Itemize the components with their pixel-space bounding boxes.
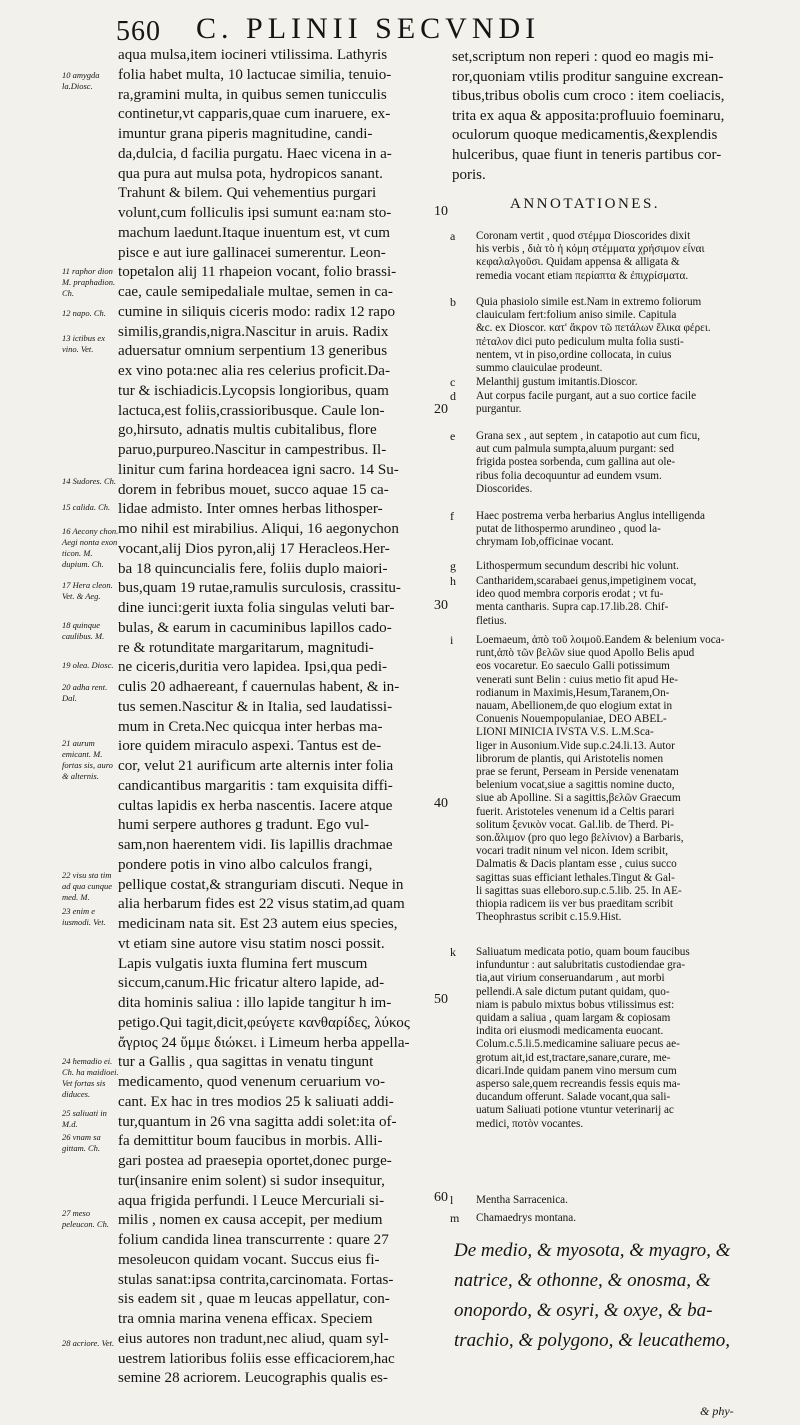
text-line: mesoleucon quidam vocant. Succus eius fi- — [118, 1251, 380, 1268]
text-line: petigo.Qui tagit,dicit,φεύγετε κανθαρίδες, λύκος — [118, 1014, 410, 1031]
annotation-text — [476, 390, 794, 416]
text-line: tur,quantum in 26 vna sagitta addi solet:ita of- — [118, 1113, 397, 1130]
margin-note: 28 acriore. Vet. — [62, 1338, 115, 1348]
text-line: ror,quoniam vtilis proditur sanguine excrean- — [452, 68, 724, 85]
annotation-letter: m — [450, 1211, 460, 1225]
annotation-letter: i — [450, 633, 454, 647]
text-line: Dalmatis & Dacis plantam esse , cuius succo — [476, 858, 677, 871]
text-line: oculorum quoque medicamentis,&explendis — [452, 127, 718, 144]
text-line: Theophrastus scribit c.15.9.Hist. — [476, 911, 622, 924]
line-number: 50 — [434, 992, 448, 1007]
annotations-heading: ANNOTATIONES. — [510, 196, 661, 212]
annotation-text — [476, 296, 794, 375]
text-line: hulceribus, quae fiunt in teneris partibus cor- — [452, 146, 722, 163]
text-line: mo nihil est mirabilius. Aliqui, 16 aegonychon — [118, 521, 399, 537]
text-line: mum in Creta.Nec quicqua inter herbas ma- — [118, 718, 383, 735]
text-line: grotum ait,id est,tractare,sanare,curare, me- — [476, 1051, 671, 1064]
text-line: ex vino pota:nec alia res celerius proficit.Da- — [118, 363, 390, 379]
text-line: indita ori eiusmodi medicamenta euocant. — [476, 1025, 664, 1038]
annotation-letter: f — [450, 509, 454, 523]
text-line: imuntur grana piperis magnitudine, candi- — [118, 126, 373, 142]
text-line: alia herbarum fides est 22 visus statim,ad quam — [118, 896, 405, 913]
annotation-text — [476, 946, 794, 1131]
margin-notes — [0, 48, 119, 1348]
text-line: aduersatur omnium serpentium 13 generibus — [118, 343, 388, 360]
annotation-letter: b — [450, 295, 456, 309]
text-line: menta cantharis. Supra cap.17.lib.28. Chif- — [476, 601, 669, 614]
text-line: pisce e aut iure gallinacei sumerentur. Leon- — [118, 244, 386, 261]
text-line: tur(insanire enim solent) si sudor insequitur, — [118, 1172, 385, 1189]
text-line: aqua frigida perfundi. l Leuce Mercuriali si- — [118, 1192, 385, 1209]
annotation-letter: e — [450, 429, 456, 443]
text-line: dita hominis saliua : illo lapide tangitur h im- — [118, 995, 392, 1011]
text-line: milis , nomen ex causa accepit, per medium — [118, 1212, 383, 1229]
text-line: nauam, Abellionem,de quo elogium extat in — [476, 700, 673, 713]
text-line: sis eadem sit , quae m leucas appellatur, con- — [118, 1291, 390, 1308]
margin-note: 22 visu sta tim ad qua cunque med. M. — [62, 870, 113, 902]
text-line: stulas sanat:ipsa contrita,carcinomata. Fortas- — [118, 1271, 394, 1288]
text-line: sagittas suas efficiant lethales.Tingut & Gal- — [476, 871, 675, 884]
annotation-text — [476, 560, 794, 573]
margin-note: 11 raphor dion M. praphadion. Ch. — [62, 266, 116, 298]
text-line: tur & ischiadicis.Lycopsis longioribus, quam — [118, 382, 389, 399]
text-line: Lapis vulgatis iuxta flumina fert muscum — [118, 955, 368, 972]
text-line: Melanthij gustum imitantis.Dioscor. — [476, 376, 638, 388]
text-line: medicamento, quod venenum ceruarium vo- — [118, 1074, 385, 1090]
text-line: medici, ποτὸν vocantes. — [476, 1117, 584, 1130]
text-line: tra omnia marina venena efficax. Speciem — [118, 1311, 373, 1327]
margin-note: 20 adha rent. Dal. — [62, 682, 108, 703]
margin-note: 21 aurum emicant. M. fortas sis, auro & alternis. — [62, 738, 113, 781]
text-line: his verbis , διὰ τὸ ἡ κόμη στέμματα χρήσιμον εἶναι — [476, 243, 705, 256]
text-line: bus,quam 19 rutae,ramulis surculosis, crassitu- — [118, 580, 401, 597]
text-line: siue ab Apolline. Si a sagittis,βελῶν Graecum — [476, 792, 681, 805]
text-line: uestrem latioribus foliis esse efficaciorem,hac — [118, 1350, 395, 1367]
text-line: paruo,purpureo.Nascitur in campestribus. Il- — [118, 442, 387, 458]
text-line: pondere potis in vino albo calculos frangi, — [118, 856, 373, 873]
text-line: nentem, vt in piso,ordine collocata, in cuius — [476, 348, 672, 361]
text-line: bulas, & earum in cacuminibus lapillos cado- — [118, 619, 392, 636]
text-line: fa demittitur boum faucibus in morbis. Alli- — [118, 1133, 383, 1150]
text-line: li sagittas suas elleboro.sup.c.5.lib. 25. In AE- — [476, 884, 682, 897]
margin-note: 23 enim e iusmodi. Vet. — [62, 906, 106, 927]
text-line: pellique costat,& stranguriam discuti. Neque in — [118, 876, 404, 893]
text-line: siccum,canum.Hic fricatur altero lapide, ad- — [118, 975, 385, 992]
text-line: πέταλον dici puto pediculum multa folia susti- — [476, 335, 684, 348]
margin-note: 19 olea. Diosc. — [62, 660, 114, 670]
text-line: belenium vocat,siue a sagittis nomine ducto, — [476, 779, 675, 792]
line-number: 20 — [434, 402, 448, 417]
margin-note: 18 quinque caulibus. M. — [62, 620, 105, 641]
text-line: re & rotunditate margaritarum, magnitudi- — [118, 639, 374, 656]
line-number: 60 — [434, 1190, 448, 1205]
text-line: vocant,alij Dios pyron,alij 17 Heracleos.Her- — [118, 540, 390, 557]
text-line: semine 28 acriorem. Leucographis qualis es- — [118, 1370, 388, 1387]
text-line: similis,grandis,nigra.Nascitur in aruis. Radix — [118, 323, 389, 340]
line-number: 30 — [434, 598, 448, 613]
text-line: iore quidem miraculo aspexi. Tantus est de- — [118, 738, 382, 755]
text-line: Mentha Sarracenica. — [476, 1194, 568, 1206]
margin-note: 25 saliuati in M.d. — [62, 1108, 107, 1129]
text-line: folia habet multa, 10 lactucae similia, tenuio- — [118, 66, 392, 83]
text-line: De medio, & myosota, & myagro, & — [454, 1240, 731, 1261]
text-line: remedia vocant etiam περίαπτα & ἐπιχρίσματα. — [476, 269, 689, 282]
continuation-text — [452, 48, 792, 185]
text-line: lidae admisto. Inter omnes herbas lithosper- — [118, 501, 383, 518]
annotation-text — [476, 376, 794, 389]
text-line: librorum de plantis, qui Aristotelis nomen — [476, 752, 664, 765]
text-line: folium candida linea transcurrente : quare 27 — [118, 1232, 389, 1248]
annotation-letter: d — [450, 389, 456, 403]
catchword: & phy- — [700, 1404, 734, 1418]
text-line: tur a Gallis , qua sagittas in venatu tingunt — [118, 1054, 374, 1071]
text-line: dorem in febribus mouet, succo aquae 15 ca- — [118, 481, 389, 498]
text-line: ἄγριος 24 ὕμμε διώκει. i Limeum herba appella- — [118, 1034, 410, 1051]
annotation-letter: a — [450, 229, 456, 243]
margin-note: 12 napo. Ch. — [62, 308, 106, 318]
text-line: topetalon alij 11 rhapeion vocant, folio brassi- — [118, 264, 397, 281]
annotation-letter: c — [450, 375, 456, 389]
text-line: frigida postea sorbenda, cum gallina aut ole- — [476, 456, 676, 469]
text-line: ne ciceris,duritia vero lapidea. Ipsi,qua pedi- — [118, 659, 388, 676]
text-line: Cantharidem,scarabaei genus,impetiginem vocat, — [476, 575, 697, 587]
text-line: cor, velut 21 aurificum arte alternis inter folia — [118, 758, 394, 774]
margin-note: 10 amygda la.Diosc. — [62, 70, 100, 91]
text-line: quidam a saliua , quam largam & copiosam — [476, 1012, 671, 1025]
annotation-text — [476, 430, 794, 496]
text-line: humi serpere authores g tradunt. Ego vul- — [118, 817, 370, 834]
text-line: eos vocaretur. Eo saeculo Galli potissimum — [476, 660, 670, 673]
margin-note: 17 Hera cleon. Vet. & Aeg. — [62, 580, 113, 601]
text-line: ba 18 quincuncialis fere, foliis duplo maiori- — [118, 560, 388, 577]
text-line: pellendi.A sale dictum putant quidam, quo- — [476, 985, 670, 998]
text-line: chrymam Iob,officinae vocant. — [476, 536, 614, 549]
right-column — [452, 48, 792, 185]
text-line: cant. Ex hac in tres modios 25 k saliuati addi- — [118, 1093, 394, 1110]
text-line: &c. ex Dioscor. κατ' ἄκρον τῶ πετάλων ἕλικα φέρει. — [476, 322, 711, 335]
text-line: tibus,tribus obolis cum croco : item coeliacis, — [452, 88, 725, 105]
text-line: aut cum palmula sumpta,aluum purgant: sed — [476, 443, 675, 456]
text-line: ribus folia decoquuntur ad eundem vsum. — [476, 469, 662, 482]
annotation-text — [476, 634, 794, 924]
text-line: runt,ἀπὸ τῶν βελῶν siue quod Apollo Belis apud — [476, 647, 695, 660]
text-line: Coronam vertit , quod στέμμα Dioscorides dixit — [476, 230, 691, 242]
text-line: cae, caule semipedaliale multae, semen in ca- — [118, 284, 393, 300]
text-line: Grana sex , aut septem , in catapotio aut cum ficu, — [476, 430, 700, 442]
text-line: vt etiam sine autore visu statim nosci possit. — [118, 935, 385, 952]
text-line: Conuenis Nouempopulaniae, DEO ABEL- — [476, 713, 667, 726]
text-line: prae se ferunt, Perseam in Perside venenatam — [476, 766, 679, 779]
text-line: tia,aut virium conseruandarum , aut morbi — [476, 972, 665, 985]
text-line: qua pura aut mulsa pota, hydropicos sanant. — [118, 165, 383, 182]
annotation-text — [476, 575, 794, 628]
margin-note: 14 Sudores. Ch. — [62, 476, 116, 486]
text-line: go,hirsuto, adnatis multis cubitalibus, flore — [118, 422, 377, 439]
annotation-letter: h — [450, 574, 456, 588]
text-line: fuerit. Aristoteles venenum id a Celtis parari — [476, 805, 675, 818]
margin-note: 26 vnam sa gittam. Ch. — [62, 1132, 101, 1153]
text-line: ra,gramini multa, in quibus semen tunicculis — [118, 86, 387, 103]
annotation-letter: k — [450, 945, 456, 959]
text-line: liger in Ausonium.Vide sup.c.24.li.13. Autor — [476, 739, 675, 752]
text-line: candicantibus margaritis : tam exquisita diffi- — [118, 777, 393, 794]
text-line: son.ἄλιμον (pro quo lego βελίνιον) a Barbaris, — [476, 832, 684, 845]
margin-note: 24 hemadio ei. Ch. ha maidioei. Vet fortas sis diduces. — [62, 1056, 119, 1099]
text-line: rodianum in Maximis,Hesum,Taranem,On- — [476, 686, 670, 699]
margin-note: 27 meso peleucon. Ch. — [62, 1208, 109, 1229]
annotation-text — [476, 1212, 794, 1225]
text-line: thiopia radicem iis ver bus praeditam scribit — [476, 898, 673, 911]
running-head: C. PLINII SECVNDI — [196, 12, 541, 45]
text-line: asperso sale,quem recreandis fessis equis ma- — [476, 1078, 681, 1091]
closing-heading — [454, 1236, 794, 1356]
text-line: da,dulcia, d facilia purgatu. Haec vicena in a- — [118, 145, 392, 162]
text-line: medicinam nata sit. Est 23 autem eius species, — [118, 916, 398, 932]
text-line: lactuca,est foliis,crassioribusque. Caule lon- — [118, 402, 385, 419]
text-line: purgantur. — [476, 403, 522, 416]
text-line: putat de lithospermo arundineo , quod la- — [476, 523, 661, 536]
text-line: natrice, & othonne, & onosma, & — [454, 1270, 711, 1291]
text-line: eius autores non tradunt,nec aliud, quam syl- — [118, 1330, 389, 1347]
text-line: Saliuatum medicata potio, quam boum faucibus — [476, 946, 690, 958]
text-line: venerati sunt Belin : cuius metio fit apud He- — [476, 673, 678, 686]
margin-note: 13 ictibus ex vino. Vet. — [62, 333, 105, 354]
text-line: infunduntur : aut salubritatis custodiendae gra- — [476, 959, 686, 972]
annotation-text — [476, 230, 794, 283]
text-line: vocari tradit ninum vel nicon. Idem scribit, — [476, 845, 669, 858]
text-line: tus semen.Nascitur & in Italia, sed laudatissi- — [118, 698, 393, 715]
text-line: trachio, & polygono, & leucathemo, — [454, 1330, 730, 1351]
text-line: LIONI MINICIA IVSTA V.S. L.M.Sca- — [476, 726, 654, 739]
text-line: niam is pabulo mixtus bobus vtilissimus est: — [476, 998, 675, 1011]
text-line: Haec postrema verba herbarius Anglus intelligenda — [476, 510, 705, 522]
page-header — [0, 8, 800, 48]
text-line: Quia phasiolo simile est.Nam in extremo foliorum — [476, 296, 702, 308]
text-line: fletius. — [476, 614, 507, 627]
margin-note: 15 calida. Ch. — [62, 502, 111, 512]
text-line: trita ex aqua & apposita:profluuio foeminaru, — [452, 107, 725, 124]
text-line: gari postea ad praesepia oportet,donec purge- — [118, 1153, 392, 1169]
text-line: aqua mulsa,item iocineri vtilissima. Lathyris — [118, 47, 388, 63]
text-line: cultas lapidis ex herba nascentis. Iacere atque — [118, 797, 393, 814]
text-line: solitum ξενικὸν vocat. Gal.lib. de Therd. Pi- — [476, 818, 674, 831]
text-line: onopordo, & osyri, & oxye, & ba- — [454, 1300, 713, 1321]
text-line: summo clauiculae prodeunt. — [476, 362, 603, 375]
annotation-letter: g — [450, 559, 456, 573]
text-line: Dioscorides. — [476, 482, 533, 495]
main-text-column — [118, 46, 430, 1389]
text-line: ducandum offerunt. Salade vocant,qua sali- — [476, 1091, 671, 1104]
text-line: volunt,cum folliculis ipsi sumunt ea:nam sto- — [118, 205, 392, 221]
text-line: linitur cum farina hordeacea igni sacro. 14 Su- — [118, 461, 399, 478]
margin-note: 16 Aecony chon. Aegi nonta exon ticon. M. dupium. Ch. — [62, 526, 119, 569]
text-line: clauiculam fert:folium aniso simile. Capitula — [476, 309, 677, 322]
text-line: Lithospermum secundum describi hic volunt. — [476, 560, 679, 572]
line-number: 10 — [434, 204, 448, 219]
text-line: set,scriptum non reperi : quod eo magis mi- — [452, 49, 714, 65]
annotation-letter: l — [450, 1193, 454, 1207]
text-line: culis 20 adhaereant, f cauernulas habent, & in- — [118, 679, 400, 695]
text-line: uatum Saliuati potione vtuntur veterinarij ac — [476, 1104, 674, 1117]
text-line: cumine in siliquis ciceris modo: radix 12 rapo — [118, 303, 396, 320]
annotation-text — [476, 510, 794, 550]
text-line: Aut corpus facile purgant, aut a suo cortice facile — [476, 390, 697, 402]
text-line: Colum.c.5.li.5.medicamine saliuare pecus ae- — [476, 1038, 680, 1051]
text-line: dine iunci:gerit iuxta folia singulas veluti bar- — [118, 600, 395, 616]
line-number: 40 — [434, 796, 448, 811]
text-line: ideo quod membra corporis erodat ; vt fu- — [476, 588, 664, 601]
text-line: machum laedunt.Itaque inuentum est, vt cum — [118, 224, 391, 241]
page-number: 560 — [116, 16, 161, 47]
text-line: dicari.Inde quidam panem vino mersum cum — [476, 1064, 677, 1077]
text-line: Chamaedrys montana. — [476, 1212, 577, 1224]
annotation-text — [476, 1194, 794, 1207]
text-line: sam,non haerentem vidi. Iis lapillis drachmae — [118, 837, 393, 853]
text-line: continetur,vt capparis,quae cum inaruere, ex- — [118, 106, 391, 123]
text-line: Loemaeum, ἀπὸ τοῦ λοιμοῦ.Eandem & belenium voca- — [476, 634, 725, 646]
text-line: Trahunt & bilem. Qui vehementius purgari — [118, 185, 377, 202]
text-line: κεφαλαλγοῦσι. Quidam appensa & alligata & — [476, 256, 680, 269]
text-line: poris. — [452, 166, 486, 183]
